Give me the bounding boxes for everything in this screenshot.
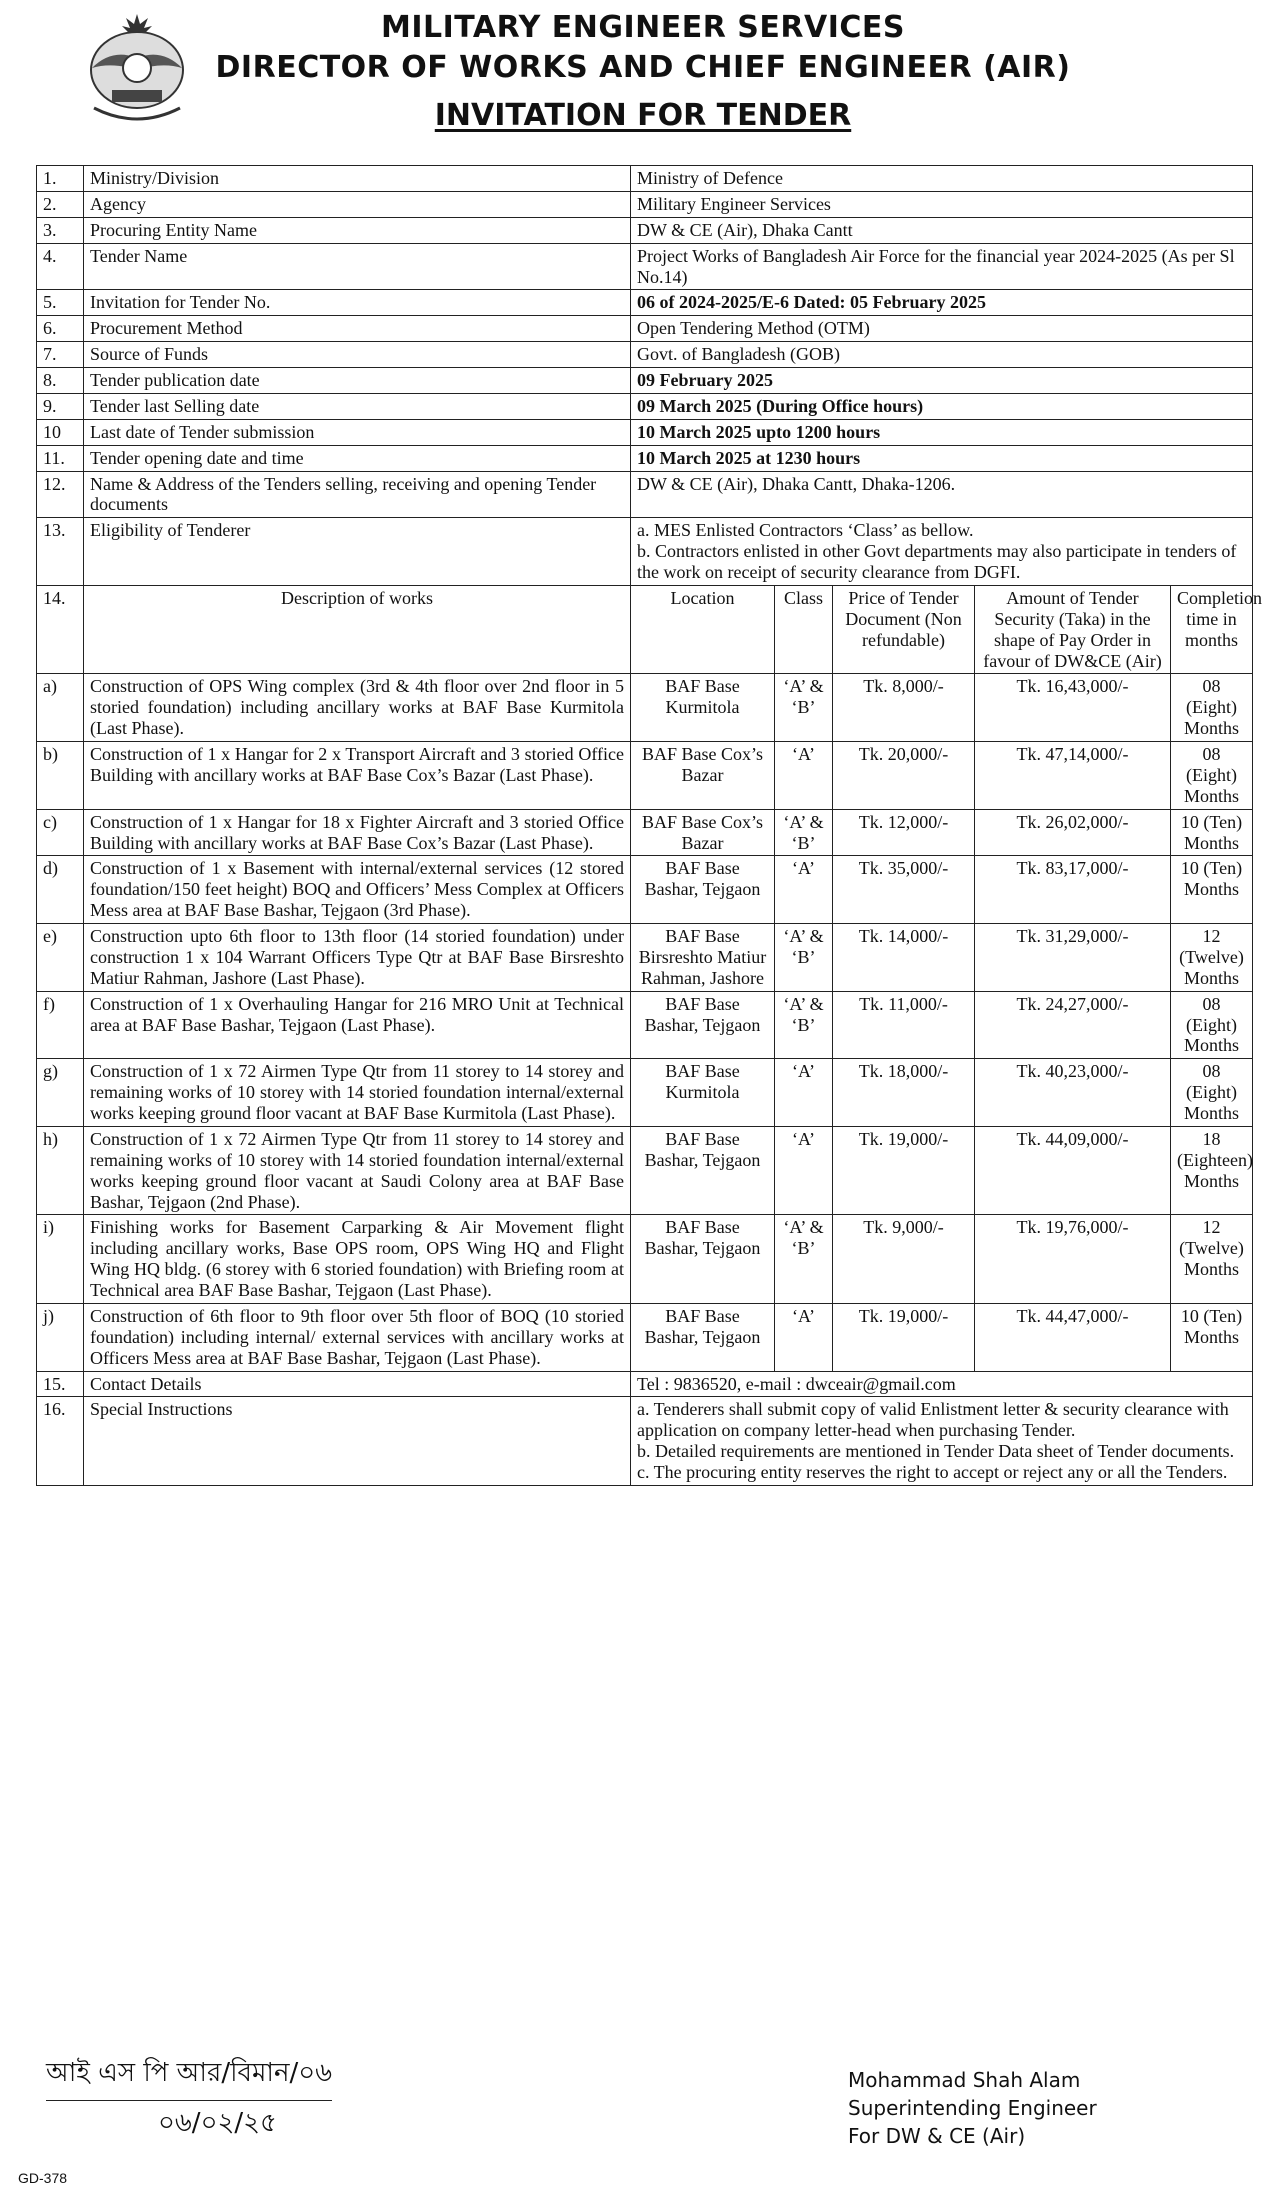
work-row — [37, 856, 1253, 924]
work-description: Construction of 1 x Basement with internal/external services (12 stored foundation/150 feet height) BOQ and Officers’ Mess Complex at Officers Mess area at BAF Base Bashar, Tejgaon (3rd Phase). — [84, 856, 631, 924]
work-completion: 12 (Twelve) Months — [1171, 1215, 1253, 1304]
row-label: Name & Address of the Tenders selling, receiving and opening Tender documents — [84, 471, 631, 518]
info-row — [37, 342, 1253, 368]
location-header: Location — [631, 585, 775, 674]
work-class: ‘A’ & ‘B’ — [775, 991, 833, 1059]
contact-row — [37, 1371, 1253, 1397]
info-row — [37, 471, 1253, 518]
completion-header: Completion time in months — [1171, 585, 1253, 674]
work-security: Tk. 16,43,000/- — [975, 674, 1171, 742]
row-number: 9. — [37, 393, 84, 419]
row-label: Procurement Method — [84, 316, 631, 342]
price-header: Price of Tender Document (Non refundable) — [833, 585, 975, 674]
work-class: ‘A’ & ‘B’ — [775, 809, 833, 856]
works-header-row — [37, 585, 1253, 674]
work-description: Finishing works for Basement Carparking & Air Movement flight including ancillary works, Base OPS room, OPS Wing HQ and Flight Wing HQ bldg. (6 storey with 6 storied foundation) with Briefing room at Technical area BAF Base Bashar, Tejgaon (Last Phase). — [84, 1215, 631, 1304]
header-title: INVITATION FOR TENDER — [434, 98, 852, 133]
info-row — [37, 166, 1253, 192]
work-completion: 10 (Ten) Months — [1171, 809, 1253, 856]
work-row — [37, 674, 1253, 742]
row-value: 10 March 2025 at 1230 hours — [631, 445, 1253, 471]
signature-block — [848, 2066, 1097, 2150]
work-class: ‘A’ — [775, 742, 833, 810]
row-label: Tender opening date and time — [84, 445, 631, 471]
work-price: Tk. 12,000/- — [833, 809, 975, 856]
info-row — [37, 243, 1253, 290]
work-location: BAF Base Bashar, Tejgaon — [631, 1303, 775, 1371]
row-label: Ministry/Division — [84, 166, 631, 192]
work-completion: 08 (Eight) Months — [1171, 991, 1253, 1059]
info-row — [37, 316, 1253, 342]
work-id: d) — [37, 856, 84, 924]
work-id: a) — [37, 674, 84, 742]
work-location: BAF Base Bashar, Tejgaon — [631, 856, 775, 924]
row-value: DW & CE (Air), Dhaka Cantt, Dhaka-1206. — [631, 471, 1253, 518]
work-description: Construction of OPS Wing complex (3rd & 4th floor over 2nd floor in 5 storied foundation) including ancillary works at BAF Base Kurmitola (Last Phase). — [84, 674, 631, 742]
row-value: 10 March 2025 upto 1200 hours — [631, 419, 1253, 445]
work-price: Tk. 9,000/- — [833, 1215, 975, 1304]
security-header: Amount of Tender Security (Taka) in the shape of Pay Order in favour of DW&CE (Air) — [975, 585, 1171, 674]
work-price: Tk. 19,000/- — [833, 1303, 975, 1371]
row-number: 13. — [37, 518, 84, 586]
info-row — [37, 393, 1253, 419]
work-description: Construction of 1 x 72 Airmen Type Qtr from 11 storey to 14 storey and remaining works of 10 storey with 14 storied foundation internal/external works keeping ground floor vacant at Saudi Colony area at BAF Base Bashar, Tejgaon (2nd Phase). — [84, 1126, 631, 1215]
info-row — [37, 217, 1253, 243]
work-description: Construction of 1 x Hangar for 18 x Fighter Aircraft and 3 storied Office Building with ancillary works at BAF Base Cox’s Bazar (Last Phase). — [84, 809, 631, 856]
contact-value: Tel : 9836520, e-mail : dwceair@gmail.com — [631, 1371, 1253, 1397]
work-class: ‘A’ — [775, 1303, 833, 1371]
info-row — [37, 518, 1253, 586]
row-label: Procuring Entity Name — [84, 217, 631, 243]
row-label: Tender last Selling date — [84, 393, 631, 419]
work-location: BAF Base Bashar, Tejgaon — [631, 991, 775, 1059]
page-header — [0, 0, 1286, 150]
work-location: BAF Base Birsreshto Matiur Rahman, Jashore — [631, 924, 775, 992]
work-id: c) — [37, 809, 84, 856]
work-class: ‘A’ & ‘B’ — [775, 1215, 833, 1304]
row-label: Agency — [84, 191, 631, 217]
info-row — [37, 290, 1253, 316]
class-header: Class — [775, 585, 833, 674]
special-instructions-row — [37, 1397, 1253, 1486]
row-number: 3. — [37, 217, 84, 243]
works-section-number: 14. — [37, 585, 84, 674]
row-number: 10 — [37, 419, 84, 445]
info-row — [37, 191, 1253, 217]
header-line-1: MILITARY ENGINEER SERVICES — [381, 10, 905, 45]
work-id: b) — [37, 742, 84, 810]
row-label: Tender Name — [84, 243, 631, 290]
row-value: 09 March 2025 (During Office hours) — [631, 393, 1253, 419]
work-location: BAF Base Bashar, Tejgaon — [631, 1215, 775, 1304]
row-number: 1. — [37, 166, 84, 192]
row-number: 2. — [37, 191, 84, 217]
row-value: Project Works of Bangladesh Air Force for the financial year 2024-2025 (As per Sl No.14) — [631, 243, 1253, 290]
row-value: Military Engineer Services — [631, 191, 1253, 217]
row-number: 11. — [37, 445, 84, 471]
work-id: i) — [37, 1215, 84, 1304]
row-number: 12. — [37, 471, 84, 518]
info-row — [37, 445, 1253, 471]
work-price: Tk. 18,000/- — [833, 1059, 975, 1127]
row-number: 8. — [37, 368, 84, 394]
work-id: j) — [37, 1303, 84, 1371]
work-id: h) — [37, 1126, 84, 1215]
work-security: Tk. 26,02,000/- — [975, 809, 1171, 856]
work-class: ‘A’ & ‘B’ — [775, 674, 833, 742]
instruction-c: c. The procuring entity reserves the right to accept or reject any or all the Tenders. — [637, 1462, 1228, 1482]
work-row — [37, 991, 1253, 1059]
work-description: Construction of 1 x Hangar for 2 x Transport Aircraft and 3 storied Office Building with ancillary works at BAF Base Cox’s Bazar (Last Phase). — [84, 742, 631, 810]
row-label: Tender publication date — [84, 368, 631, 394]
row-value: Govt. of Bangladesh (GOB) — [631, 342, 1253, 368]
work-description: Construction of 1 x Overhauling Hangar for 216 MRO Unit at Technical area at BAF Base Bashar, Tejgaon (Last Phase). — [84, 991, 631, 1059]
signer-name: Mohammad Shah Alam — [848, 2068, 1081, 2092]
row-value: Ministry of Defence — [631, 166, 1253, 192]
work-description: Construction of 6th floor to 9th floor over 5th floor of BOQ (10 storied foundation) including internal/ external services with ancillary works at Officers Mess area at BAF Base Bashar, Tejgaon (Last Phase). — [84, 1303, 631, 1371]
header-line-2: DIRECTOR OF WORKS AND CHIEF ENGINEER (AIR) — [215, 50, 1071, 85]
work-security: Tk. 83,17,000/- — [975, 856, 1171, 924]
work-row — [37, 809, 1253, 856]
work-price: Tk. 11,000/- — [833, 991, 975, 1059]
signer-org: For DW & CE (Air) — [848, 2124, 1026, 2148]
instruction-b: b. Detailed requirements are mentioned in Tender Data sheet of Tender documents. — [637, 1441, 1235, 1462]
isp-reference: আই এস পি আর/বিমান/০৬ — [46, 2052, 332, 2101]
work-completion: 08 (Eight) Months — [1171, 674, 1253, 742]
work-security: Tk. 40,23,000/- — [975, 1059, 1171, 1127]
work-row — [37, 742, 1253, 810]
special-value — [631, 1397, 1253, 1486]
contact-label: Contact Details — [84, 1371, 631, 1397]
work-price: Tk. 19,000/- — [833, 1126, 975, 1215]
work-row — [37, 1126, 1253, 1215]
work-price: Tk. 35,000/- — [833, 856, 975, 924]
work-price: Tk. 8,000/- — [833, 674, 975, 742]
eligibility-a: a. MES Enlisted Contractors ‘Class’ as bellow. — [637, 520, 974, 541]
work-completion: 18 (Eighteen) Months — [1171, 1126, 1253, 1215]
work-security: Tk. 31,29,000/- — [975, 924, 1171, 992]
work-security: Tk. 44,47,000/- — [975, 1303, 1171, 1371]
row-value: Open Tendering Method (OTM) — [631, 316, 1253, 342]
row-number: 4. — [37, 243, 84, 290]
row-label: Invitation for Tender No. — [84, 290, 631, 316]
row-value: 06 of 2024-2025/E-6 Dated: 05 February 2025 — [631, 290, 1253, 316]
work-security: Tk. 19,76,000/- — [975, 1215, 1171, 1304]
row-label: Last date of Tender submission — [84, 419, 631, 445]
work-id: g) — [37, 1059, 84, 1127]
work-location: BAF Base Kurmitola — [631, 674, 775, 742]
work-description: Construction of 1 x 72 Airmen Type Qtr from 11 storey to 14 storey and remaining works of 10 storey with 14 storied foundation internal/external works keeping ground floor vacant at BAF Base Kurmitola (Last Phase). — [84, 1059, 631, 1127]
row-number: 6. — [37, 316, 84, 342]
row-number: 16. — [37, 1397, 84, 1486]
work-completion: 12 (Twelve) Months — [1171, 924, 1253, 992]
row-label: Source of Funds — [84, 342, 631, 368]
row-number: 7. — [37, 342, 84, 368]
work-completion: 08 (Eight) Months — [1171, 742, 1253, 810]
work-class: ‘A’ — [775, 856, 833, 924]
work-class: ‘A’ & ‘B’ — [775, 924, 833, 992]
work-completion: 10 (Ten) Months — [1171, 1303, 1253, 1371]
row-value: DW & CE (Air), Dhaka Cantt — [631, 217, 1253, 243]
instruction-a: a. Tenderers shall submit copy of valid Enlistment letter & security clearance with application on company letter-head when purchasing Tender. — [637, 1399, 1229, 1441]
work-price: Tk. 14,000/- — [833, 924, 975, 992]
work-security: Tk. 47,14,000/- — [975, 742, 1171, 810]
description-header: Description of works — [84, 585, 631, 674]
work-row — [37, 924, 1253, 992]
row-value — [631, 518, 1253, 586]
work-class: ‘A’ — [775, 1059, 833, 1127]
row-value: 09 February 2025 — [631, 368, 1253, 394]
work-row — [37, 1303, 1253, 1371]
row-label: Eligibility of Tenderer — [84, 518, 631, 586]
special-label: Special Instructions — [84, 1397, 631, 1486]
work-id: e) — [37, 924, 84, 992]
work-class: ‘A’ — [775, 1126, 833, 1215]
info-row — [37, 368, 1253, 394]
work-location: BAF Base Cox’s Bazar — [631, 742, 775, 810]
work-id: f) — [37, 991, 84, 1059]
work-location: BAF Base Bashar, Tejgaon — [631, 1126, 775, 1215]
work-location: BAF Base Cox’s Bazar — [631, 809, 775, 856]
row-number: 15. — [37, 1371, 84, 1397]
tender-table — [36, 165, 1262, 1486]
gd-number: GD-378 — [18, 2170, 68, 2186]
info-row — [37, 419, 1253, 445]
row-number: 5. — [37, 290, 84, 316]
work-price: Tk. 20,000/- — [833, 742, 975, 810]
work-location: BAF Base Kurmitola — [631, 1059, 775, 1127]
work-security: Tk. 24,27,000/- — [975, 991, 1171, 1059]
eligibility-b: b. Contractors enlisted in other Govt departments may also participate in tenders of the work on receipt of security clearance from DGFI. — [637, 541, 1237, 582]
reference-date: ০৬/০২/২৫ — [158, 2108, 277, 2138]
work-row — [37, 1059, 1253, 1127]
work-completion: 08 (Eight) Months — [1171, 1059, 1253, 1127]
signer-title: Superintending Engineer — [848, 2096, 1097, 2120]
work-completion: 10 (Ten) Months — [1171, 856, 1253, 924]
work-description: Construction upto 6th floor to 13th floor (14 storied foundation) under construction 1 x 104 Warrant Officers Type Qtr at BAF Base Birsreshto Matiur Rahman, Jashore (Last Phase). — [84, 924, 631, 992]
work-row — [37, 1215, 1253, 1304]
work-security: Tk. 44,09,000/- — [975, 1126, 1171, 1215]
